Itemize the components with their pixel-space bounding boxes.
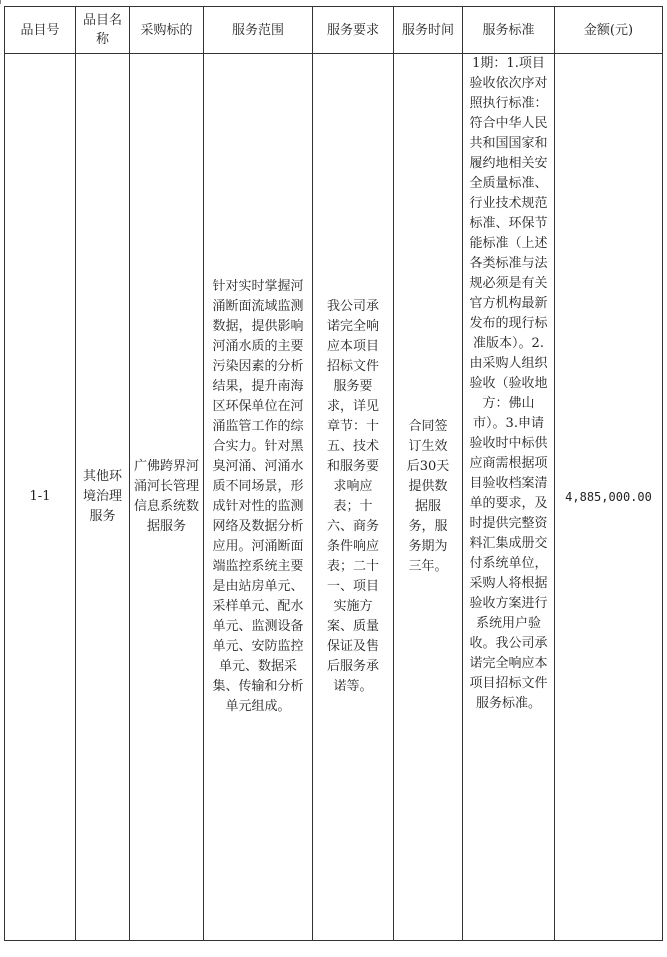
header-service-scope: 服务范围	[204, 7, 313, 54]
cell-item-no: 1-1	[5, 54, 76, 941]
header-service-standard: 服务标准	[463, 7, 555, 54]
cell-service-scope: 针对实时掌握河涌断面流域监测数据，提供影响河涌水质的主要污染因素的分析结果，提升南海区环保单位在河涌监管工作的综合实力。针对黑臭河涌、河涌水质不同场景，形成针对性的监测网络及数据分析应用。河涌断面端监控系统主要是由站房单元、采样单元、配水单元、监测设备单元、安防监控单元、数据采集、传输和分析单元组成。	[204, 54, 313, 941]
cell-amount: 4,885,000.00	[555, 54, 663, 941]
table-row	[5, 54, 663, 941]
cell-item-name: 其他环境治理服务	[76, 54, 130, 941]
header-item-no: 品目号	[5, 7, 76, 54]
header-procurement-target: 采购标的	[130, 7, 204, 54]
header-item-name: 品目名称	[76, 7, 130, 54]
header-service-time: 服务时间	[394, 7, 463, 54]
header-row	[5, 7, 663, 54]
header-service-requirement: 服务要求	[313, 7, 394, 54]
procurement-table	[4, 6, 663, 941]
cell-service-time: 合同签订生效后30天提供数据服务，服务期为三年。	[394, 54, 463, 941]
cell-service-requirement: 我公司承诺完全响应本项目招标文件服务要求，详见章节：十五、技术和服务要求响应表；十六、商务条件响应表；二十一、项目实施方案、质量保证及售后服务承诺等。	[313, 54, 394, 941]
cell-service-standard: 1期：1.项目验收依次序对照执行标准：符合中华人民共和国国家和履约地相关安全质量标准、行业技术规范标准、环保节能标准（上述各类标准与法规必须是有关官方机构最新发布的现行标准版本）。2.由采购人组织验收（验收地方：佛山市）。3.申请验收时中标供应商需根据项目验收档案清单的要求，及时提供完整资料汇集成册交付系统单位，采购人将根据验收方案进行系统用户验收。我公司承诺完全响应本项目招标文件服务标准。	[463, 54, 555, 941]
cell-procurement-target: 广佛跨界河涌河长管理信息系统数据服务	[130, 54, 204, 941]
table-top-edge	[0, 0, 13, 4]
header-amount: 金额(元)	[555, 7, 663, 54]
